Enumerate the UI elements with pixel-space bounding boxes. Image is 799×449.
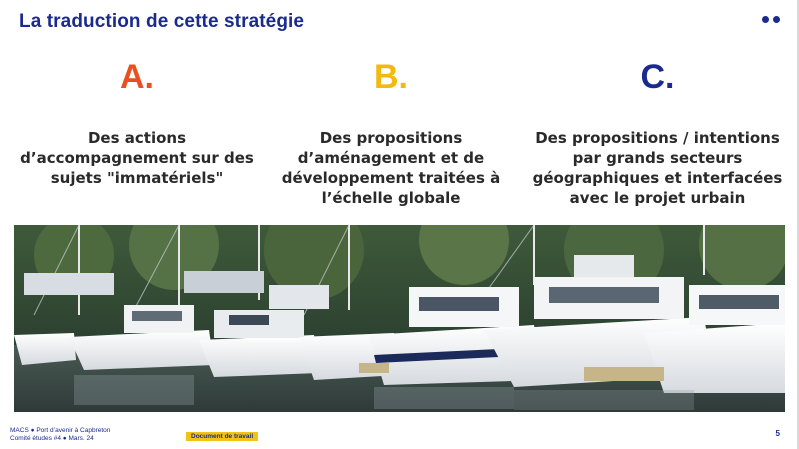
column-b	[266, 58, 516, 208]
column-c	[525, 58, 790, 208]
page-number: 5	[775, 429, 780, 438]
slide-title: La traduction de cette stratégie	[19, 11, 305, 32]
footer-info	[10, 427, 110, 443]
letter-a-dot: .	[144, 58, 154, 96]
footer-line-1: MACS ● Port d’avenir à Capbreton	[10, 427, 111, 434]
nav-dots	[762, 16, 780, 23]
column-c-text: Des propositions / intentions par grands secteurs géographiques et interfacées avec le projet urbain	[532, 129, 783, 207]
letter-a-text: A	[119, 58, 145, 96]
marina-photo	[14, 225, 785, 412]
footer-line-2: Comité études #4 ● Mars. 24	[10, 435, 94, 442]
letter-c-text: C	[640, 58, 666, 96]
letter-a	[12, 58, 262, 96]
column-b-text: Des propositions d’aménagement et de développement traitées à l’échelle globale	[281, 129, 501, 207]
dot-icon	[762, 16, 769, 23]
letter-c-dot: .	[665, 58, 675, 96]
letter-b	[266, 58, 516, 96]
column-a	[12, 58, 262, 188]
letter-b-text: B	[373, 58, 399, 96]
letter-b-dot: .	[398, 58, 408, 96]
letter-c	[525, 58, 790, 96]
status-badge: Document de travail	[186, 432, 258, 441]
column-a-text: Des actions d’accompagnement sur des sujets "immatériels"	[20, 129, 254, 187]
dot-icon	[773, 16, 780, 23]
